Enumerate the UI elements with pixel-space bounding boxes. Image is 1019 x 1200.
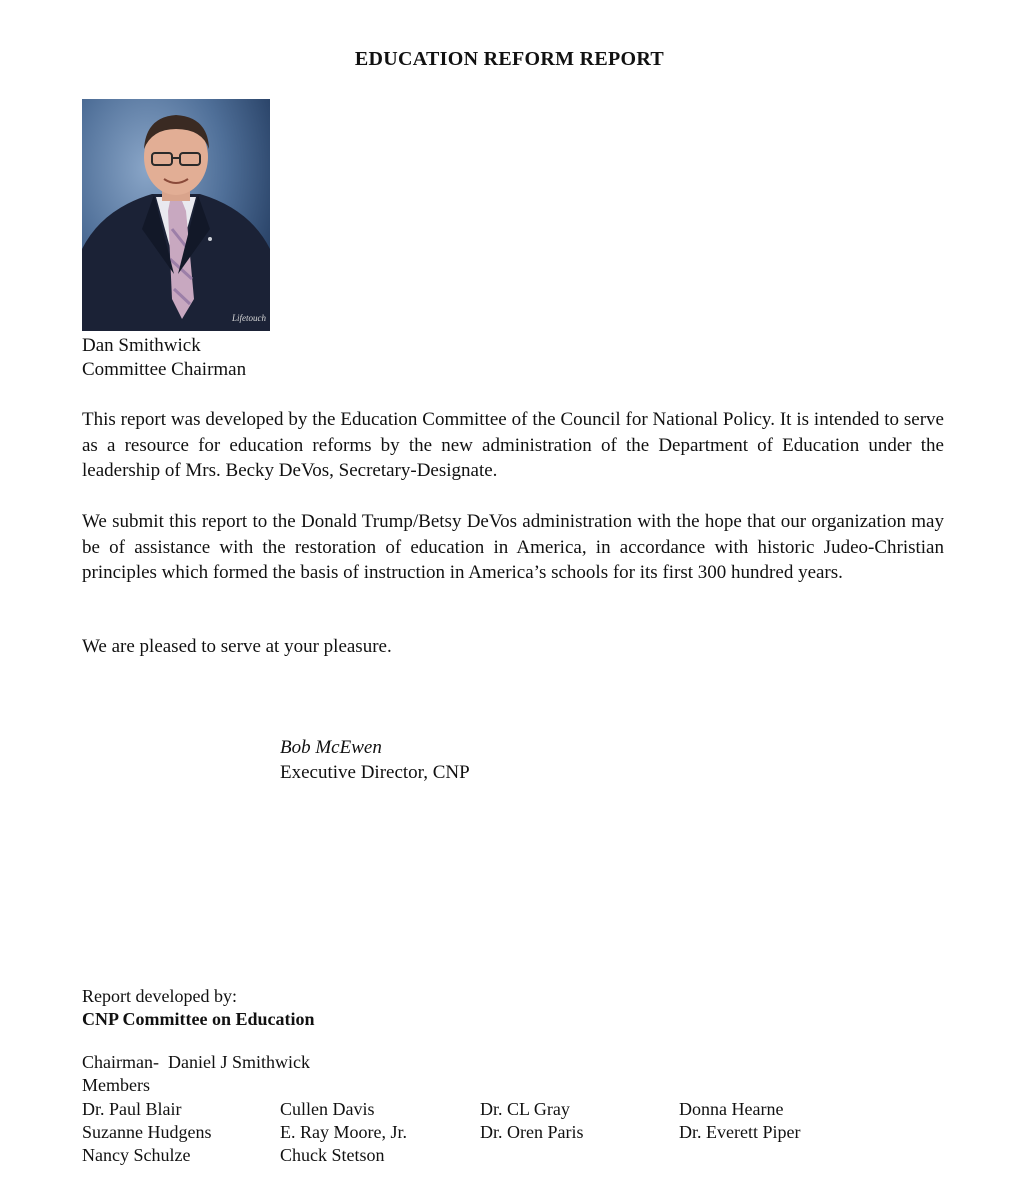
signature-block xyxy=(280,735,470,785)
intro-paragraph: This report was developed by the Education Committee of the Council for National Policy. It is intended to serve as a resource for education reforms by the new administration of the Department of Education under the leadership of Mrs. Becky DeVos, Secretary-Designate. xyxy=(82,409,944,481)
member-name: Donna Hearne xyxy=(679,1099,784,1119)
chairman-role: Committee Chairman xyxy=(82,359,247,380)
closing-paragraph: We are pleased to serve at your pleasure. xyxy=(82,636,392,657)
chairman-caption xyxy=(82,334,246,382)
developed-by-label: Report developed by: xyxy=(82,986,237,1006)
chairman-portrait xyxy=(82,99,270,331)
member-name: E. Ray Moore, Jr. xyxy=(280,1122,407,1142)
member-name: Cullen Davis xyxy=(280,1099,375,1119)
member-name: Dr. Everett Piper xyxy=(679,1122,801,1142)
member-name: Nancy Schulze xyxy=(82,1145,191,1165)
submission-paragraph: We submit this report to the Donald Trump/Betsy DeVos administration with the hope that our organization may be of assistance with the restoration of education in America, in accordance with historic Judeo-Christian principles which formed the basis of instruction in America’s schools for its first 300 hundred years. xyxy=(82,511,944,583)
report-title: EDUCATION REFORM REPORT xyxy=(354,48,665,70)
developed-by-block xyxy=(82,985,315,1031)
committee-header xyxy=(82,1051,310,1098)
members-label: Members xyxy=(82,1075,150,1096)
chairman-name: Dan Smithwick xyxy=(82,335,201,356)
signer-name: Bob McEwen xyxy=(280,737,382,758)
member-name: Dr. Paul Blair xyxy=(82,1099,182,1119)
member-name: Chuck Stetson xyxy=(280,1145,385,1165)
committee-name: CNP Committee on Education xyxy=(82,1009,315,1029)
signer-title: Executive Director, CNP xyxy=(280,762,470,783)
committee-chairman: Chairman- Daniel J Smithwick xyxy=(82,1052,310,1072)
member-name: Suzanne Hudgens xyxy=(82,1122,212,1142)
member-name: Dr. CL Gray xyxy=(480,1099,570,1119)
photo-signature: Lifetouch xyxy=(232,313,266,323)
member-name: Dr. Oren Paris xyxy=(480,1122,584,1142)
